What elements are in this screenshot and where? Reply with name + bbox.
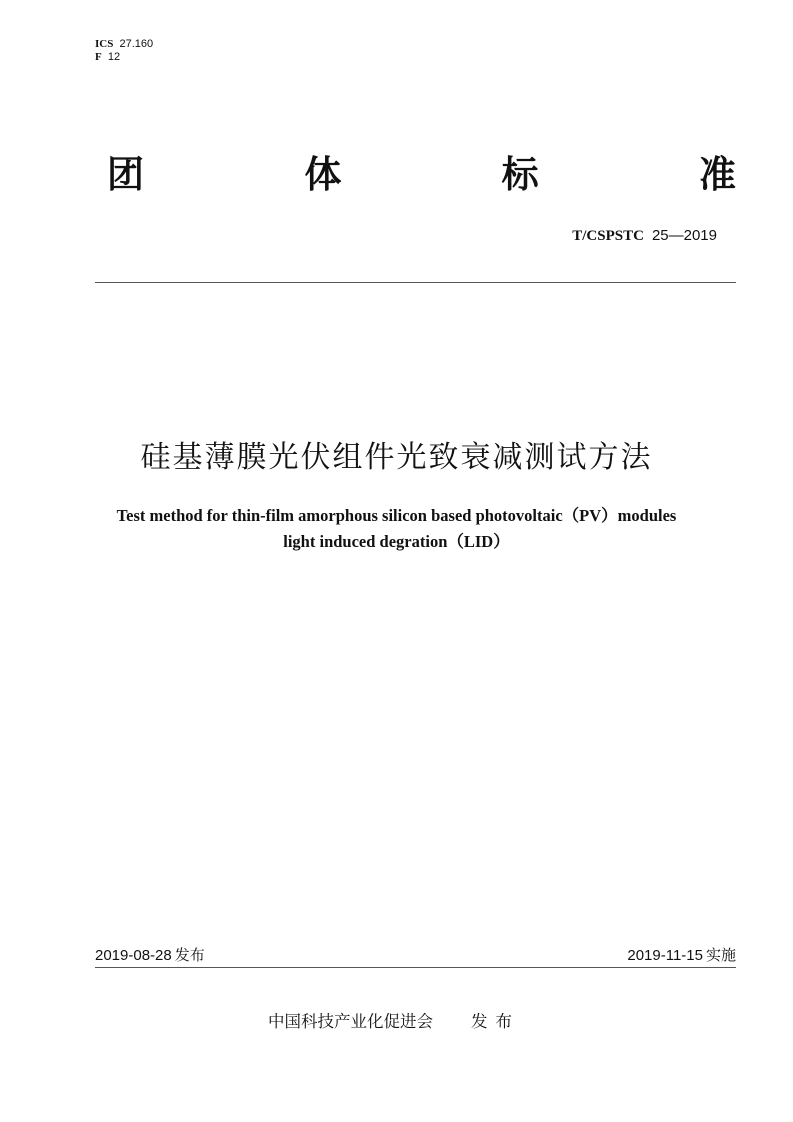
ics-line <box>95 38 153 51</box>
footer-divider <box>95 967 736 968</box>
ccs-line <box>95 51 153 64</box>
heading-char: 体 <box>304 153 342 196</box>
heading-char: 准 <box>698 153 736 196</box>
publish-label: 发布 <box>471 1012 520 1031</box>
issue-date-value: 2019-08-28 <box>95 947 172 964</box>
ccs-code: 12 <box>107 51 121 63</box>
publisher-line <box>268 1008 520 1032</box>
heading-char: 标 <box>501 153 539 196</box>
ccs-label: F <box>95 51 102 63</box>
issue-date-label: 发布 <box>174 946 205 964</box>
title-en-line2: light induced degration（LID） <box>283 532 510 551</box>
implement-date-label: 实施 <box>705 946 736 964</box>
document-title-cn: 硅基薄膜光伏组件光致衰减测试方法 <box>140 440 653 475</box>
standard-type-heading <box>95 150 736 200</box>
publisher-name: 中国科技产业化促进会 <box>268 1012 433 1031</box>
heading-char: 团 <box>107 153 144 196</box>
header-divider <box>95 282 736 283</box>
ics-label: ICS <box>95 38 114 50</box>
issue-date <box>95 944 205 965</box>
standard-code <box>572 227 717 245</box>
standard-number: 25—2019 <box>651 227 717 244</box>
title-en-line1: Test method for thin-film amorphous silicon based photovoltaic（PV）modules <box>116 506 677 525</box>
classification-codes <box>95 38 153 64</box>
implement-date <box>627 944 736 965</box>
standard-org: T/CSPSTC <box>572 228 644 244</box>
ics-code: 27.160 <box>119 38 154 50</box>
implement-date-value: 2019-11-15 <box>627 947 703 964</box>
document-title-en <box>0 503 793 555</box>
